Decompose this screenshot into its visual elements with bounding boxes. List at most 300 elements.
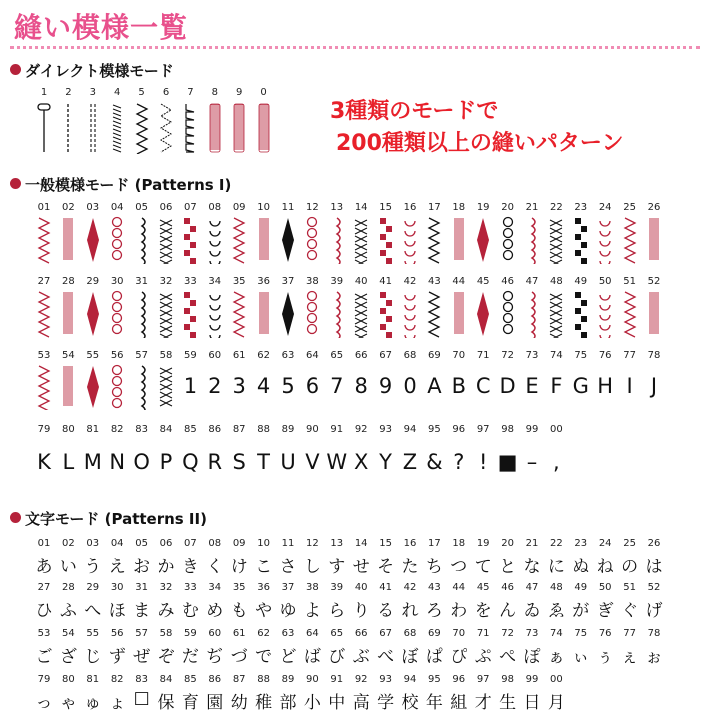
pattern-character: ぼ: [401, 647, 419, 667]
pattern-character: よ: [303, 601, 321, 621]
pattern-number: 21: [525, 538, 539, 549]
pattern-number: 40: [354, 276, 368, 287]
pattern-number: 05: [135, 538, 148, 549]
pattern-number: 61: [232, 628, 246, 639]
pattern-number: 29: [86, 582, 100, 593]
pattern-number: 14: [354, 538, 368, 549]
stitch-number: 1: [40, 87, 48, 98]
pattern-number: 86: [208, 424, 222, 435]
decorative-stitch-icon: [596, 290, 614, 338]
pattern-number: 59: [184, 350, 197, 361]
pattern-number: 26: [647, 202, 661, 213]
pattern-character: む: [181, 601, 199, 621]
bullet-icon: [10, 178, 21, 189]
pattern-number: 63: [281, 350, 295, 361]
decorative-stitch-icon: [303, 216, 321, 264]
pattern-character: そ: [377, 557, 395, 577]
pattern-number: 06: [159, 538, 173, 549]
pattern-number: 33: [184, 582, 197, 593]
pattern-number: 45: [476, 276, 490, 287]
pattern-character: ぇ: [621, 647, 639, 667]
pattern-character: げ: [645, 601, 663, 621]
decorative-stitch-icon: [279, 290, 297, 338]
pattern-character: 2: [208, 374, 222, 398]
decorative-stitch-icon: [133, 364, 151, 410]
pattern-number: 53: [37, 628, 51, 639]
direct-mode-heading: [10, 60, 174, 81]
stitch-number: 4: [114, 87, 121, 98]
decorative-stitch-icon: [230, 216, 248, 264]
pattern-number: 94: [403, 674, 417, 685]
pattern-character: W: [326, 450, 348, 474]
pattern-character: L: [62, 450, 75, 474]
pattern-number: 92: [354, 674, 368, 685]
pattern-number: 96: [452, 674, 466, 685]
promo-line-1: 3種類のモードで: [330, 99, 499, 124]
pattern-number: 53: [37, 350, 51, 361]
decorative-stitch-icon: [328, 216, 346, 264]
pattern-character: C: [475, 374, 491, 398]
pattern-character: ぱ: [425, 647, 443, 667]
decorative-stitch-icon: [255, 216, 273, 264]
pattern-number: 00: [550, 674, 563, 685]
pattern-character: &: [426, 450, 443, 474]
decorative-stitch-icon: [474, 290, 492, 338]
pattern-number: 12: [306, 202, 319, 213]
decorative-stitch-icon: [377, 290, 395, 338]
pattern-character: I: [626, 374, 633, 398]
pattern-number: 78: [647, 350, 661, 361]
pattern-number: 44: [452, 276, 466, 287]
decorative-stitch-icon: [84, 290, 102, 338]
pattern-number: 55: [86, 350, 100, 361]
decorative-stitch-icon: [547, 216, 565, 264]
stitch-number: 5: [138, 87, 145, 98]
pattern-character: ほ: [108, 601, 126, 621]
pattern-character: ぉ: [645, 647, 663, 667]
bartack-icon: [108, 102, 126, 154]
decorative-stitch-icon: [279, 216, 297, 264]
pattern-character: G: [572, 374, 589, 398]
pattern-number: 75: [574, 628, 588, 639]
pattern-number: 52: [647, 582, 661, 593]
decorative-stitch-icon: [401, 216, 419, 264]
pattern-number: 32: [159, 582, 173, 593]
pattern-character: ゅ: [84, 693, 102, 713]
pattern-number: 84: [159, 674, 173, 685]
pattern-number: 22: [550, 202, 563, 213]
pattern-number: 09: [232, 538, 246, 549]
pattern-number: 45: [476, 582, 490, 593]
pattern-character: 6: [305, 374, 320, 398]
pattern-number: 62: [257, 628, 270, 639]
decorative-stitch-icon: [450, 216, 468, 264]
pattern-number: 36: [257, 276, 270, 287]
pattern-character: ぅ: [596, 647, 614, 667]
pattern-number: 32: [159, 276, 173, 287]
pattern-character: へ: [84, 601, 102, 621]
pattern-character: ぷ: [474, 647, 492, 667]
pattern-character: 園: [206, 693, 224, 713]
pattern-number: 90: [306, 424, 319, 435]
pattern-number: 20: [501, 202, 514, 213]
pattern-number: 58: [159, 350, 173, 361]
pattern-character: ぢ: [206, 647, 224, 667]
stitch-number: 8: [211, 87, 218, 98]
pattern-number: 50: [598, 582, 612, 593]
triple-straight-icon: [84, 102, 102, 154]
pattern-number: 01: [37, 202, 51, 213]
pattern-number: 95: [428, 674, 441, 685]
pattern-number: 64: [306, 628, 319, 639]
pattern-number: 47: [525, 582, 539, 593]
pattern-character: 4: [256, 374, 271, 398]
pattern-character: O: [133, 450, 150, 474]
pattern-number: 61: [232, 350, 246, 361]
pattern-number: 05: [135, 202, 148, 213]
pattern-character: だ: [181, 647, 199, 667]
pattern-character: ま: [133, 601, 151, 621]
pattern-character: と: [499, 557, 517, 577]
decorative-stitch-icon: [572, 290, 590, 338]
pattern-number: 60: [208, 350, 222, 361]
pattern-number: 90: [306, 674, 319, 685]
pattern-character: 稚: [255, 693, 273, 713]
pattern-number: 10: [257, 538, 270, 549]
pattern-number: 96: [452, 424, 466, 435]
pattern-character: □: [133, 688, 150, 708]
pattern-number: 77: [623, 628, 636, 639]
pattern-number: 78: [647, 628, 661, 639]
pattern-number: 81: [86, 674, 100, 685]
pattern-number: 57: [135, 628, 148, 639]
pattern-character: !: [478, 450, 488, 474]
pattern-character: み: [157, 601, 175, 621]
pattern-character: Q: [182, 450, 199, 474]
pattern-number: 79: [37, 674, 51, 685]
pattern-number: 48: [550, 276, 563, 287]
pattern-number: 38: [306, 582, 319, 593]
pattern-number: 18: [452, 202, 466, 213]
pattern-number: 15: [379, 202, 392, 213]
pattern-number: 20: [501, 538, 514, 549]
pattern-character: ら: [328, 601, 346, 621]
pattern-character: ぺ: [499, 647, 517, 667]
pattern-number: 37: [281, 582, 295, 593]
pattern-number: 36: [257, 582, 270, 593]
pattern-number: 25: [623, 202, 636, 213]
pattern-character: づ: [230, 647, 248, 667]
pattern-character: も: [230, 601, 248, 621]
pattern-number: 89: [281, 424, 295, 435]
pattern-character: 保: [157, 693, 175, 713]
decorative-stitch-icon: [377, 216, 395, 264]
pattern-character: び: [328, 647, 346, 667]
bullet-icon: [10, 512, 21, 523]
pattern-number: 65: [330, 628, 344, 639]
decorative-stitch-icon: [547, 290, 565, 338]
pattern-number: 81: [86, 424, 100, 435]
pattern-number: 82: [110, 424, 124, 435]
pattern-character: け: [230, 557, 248, 577]
pattern-character: H: [597, 374, 614, 398]
pattern-number: 87: [232, 674, 246, 685]
pattern-number: 56: [110, 628, 124, 639]
pattern-number: 18: [452, 538, 466, 549]
pattern-character: B: [451, 374, 467, 398]
pattern-number: 15: [379, 538, 392, 549]
pattern-number: 80: [62, 424, 75, 435]
direct-mode-heading-text: ダイレクト模様モード: [25, 62, 174, 80]
pattern-number: 65: [330, 350, 344, 361]
decorative-stitch-icon: [303, 290, 321, 338]
pattern-number: 34: [208, 582, 222, 593]
decorative-stitch-icon: [645, 290, 663, 338]
pattern-character: J: [650, 374, 658, 398]
pattern-number: 30: [110, 582, 124, 593]
pattern-character: ぴ: [450, 647, 468, 667]
pattern-number: 27: [37, 582, 51, 593]
decorative-stitch-icon: [84, 216, 102, 264]
pattern-number: 33: [184, 276, 197, 287]
pattern-number: 70: [452, 628, 466, 639]
pattern-number: 23: [574, 538, 588, 549]
pattern-number: 50: [598, 276, 612, 287]
pattern-character: す: [328, 557, 346, 577]
pattern-number: 27: [37, 276, 51, 287]
pattern-character: ぎ: [596, 601, 614, 621]
pattern-character: ゐ: [523, 601, 541, 621]
pattern-character: 才: [474, 693, 492, 713]
pattern-number: 88: [257, 424, 270, 435]
stitch-number: 2: [65, 87, 72, 98]
decorative-stitch-icon: [523, 216, 541, 264]
decorative-stitch-icon: [157, 216, 175, 264]
decorative-stitch-icon: [401, 290, 419, 338]
pattern-number: 39: [330, 582, 344, 593]
pattern-character: A: [427, 374, 442, 398]
decorative-stitch-icon: [108, 290, 126, 338]
decorative-stitch-icon: [523, 290, 541, 338]
decorative-stitch-icon: [181, 216, 199, 264]
pattern-number: 46: [501, 582, 514, 593]
pattern-number: 87: [232, 424, 246, 435]
pattern-number: 22: [550, 538, 563, 549]
pattern-character: 幼: [230, 693, 248, 713]
pattern-number: 88: [257, 674, 270, 685]
patterns1-heading-text: 一般模様モード (Patterns I): [25, 176, 232, 194]
pattern-character: 組: [450, 693, 468, 713]
pattern-character: つ: [450, 557, 468, 577]
pattern-character: K: [37, 450, 51, 474]
pattern-character: ろ: [425, 601, 443, 621]
pattern-character: 学: [377, 693, 395, 713]
pattern-number: 66: [354, 350, 368, 361]
pattern-character: P: [159, 450, 173, 474]
decorative-stitch-icon: [108, 364, 126, 410]
pattern-number: 74: [550, 628, 563, 639]
pattern-number: 17: [428, 202, 441, 213]
pattern-character: F: [550, 374, 563, 398]
pattern-number: 02: [62, 202, 75, 213]
satin-stitch-icon: [255, 102, 273, 154]
pattern-number: 93: [379, 424, 392, 435]
decorative-stitch-icon: [59, 290, 77, 338]
pattern-number: 37: [281, 276, 295, 287]
pattern-number: 16: [403, 202, 417, 213]
pattern-character: を: [474, 601, 492, 621]
stitch-number: 7: [187, 87, 194, 98]
decorative-stitch-icon: [621, 290, 639, 338]
satin-stitch-icon: [206, 102, 224, 154]
stitch-number: 6: [162, 87, 170, 98]
pattern-number: 97: [476, 674, 490, 685]
decorative-stitch-icon: [84, 364, 102, 410]
pattern-number: 17: [428, 538, 441, 549]
pattern-number: 48: [550, 582, 563, 593]
pattern-number: 24: [598, 538, 612, 549]
pattern-number: 04: [110, 202, 124, 213]
pattern-number: 79: [37, 424, 51, 435]
stitch-number: 0: [260, 87, 267, 98]
pattern-character: 校: [401, 693, 419, 713]
pattern-character: 日: [523, 693, 541, 713]
pattern-number: 21: [525, 202, 539, 213]
pattern-character: 生: [499, 693, 517, 713]
pattern-number: 83: [135, 674, 148, 685]
decorative-stitch-icon: [181, 290, 199, 338]
pattern-character: 9: [378, 374, 393, 398]
pattern-character: こ: [255, 557, 273, 577]
pattern-number: 98: [501, 674, 514, 685]
pattern-character: ひ: [35, 601, 53, 621]
pattern-number: 54: [62, 350, 75, 361]
pattern-number: 66: [354, 628, 368, 639]
decorative-stitch-icon: [59, 216, 77, 264]
pattern-character: ぬ: [572, 557, 590, 577]
pattern-number: 41: [379, 276, 392, 287]
pattern-number: 73: [525, 350, 539, 361]
pattern-character: め: [206, 601, 224, 621]
pattern-character: ?: [453, 450, 465, 474]
pattern-character: D: [499, 374, 516, 398]
blind-hem-icon: [181, 102, 199, 154]
pattern-number: 24: [598, 202, 612, 213]
pattern-number: 84: [159, 424, 173, 435]
pattern-number: 02: [62, 538, 75, 549]
pattern-number: 55: [86, 628, 100, 639]
pattern-character: E: [525, 374, 539, 398]
pattern-number: 19: [476, 202, 490, 213]
pattern-number: 14: [354, 202, 368, 213]
pattern-character: や: [255, 601, 273, 621]
decorative-stitch-icon: [206, 290, 224, 338]
pattern-character: V: [305, 450, 320, 474]
patterns1-heading: [10, 174, 231, 195]
pattern-number: 73: [525, 628, 539, 639]
pattern-character: 3: [232, 374, 246, 398]
satin-stitch-icon: [230, 102, 248, 154]
pattern-character: ぜ: [133, 647, 151, 667]
decorative-stitch-icon: [352, 216, 370, 264]
pattern-number: 51: [623, 582, 636, 593]
pattern-number: 29: [86, 276, 100, 287]
buttonhole-icon: [35, 102, 53, 154]
pattern-number: 59: [184, 628, 197, 639]
pattern-number: 68: [403, 350, 417, 361]
pattern-character: っ: [35, 693, 53, 713]
pattern-number: 56: [110, 350, 124, 361]
pattern-character: Z: [402, 450, 418, 474]
pattern-number: 00: [550, 424, 563, 435]
decorative-stitch-icon: [108, 216, 126, 264]
pattern-character: ぐ: [621, 601, 639, 621]
pattern-character: て: [474, 557, 492, 577]
decorative-stitch-icon: [35, 290, 53, 338]
patterns2-heading-text: 文字モード (Patterns II): [25, 510, 207, 528]
pattern-character: ょ: [108, 693, 126, 713]
pattern-character: ね: [596, 557, 614, 577]
pattern-number: 95: [428, 424, 441, 435]
pattern-number: 99: [525, 424, 539, 435]
decorative-stitch-icon: [499, 290, 517, 338]
pattern-number: 77: [623, 350, 636, 361]
decorative-stitch-icon: [230, 290, 248, 338]
pattern-number: 31: [135, 582, 148, 593]
pattern-number: 03: [86, 202, 100, 213]
decorative-stitch-icon: [425, 216, 443, 264]
decorative-stitch-icon: [133, 290, 151, 338]
pattern-character: わ: [450, 601, 468, 621]
pattern-character: は: [645, 557, 663, 577]
pattern-number: 94: [403, 424, 417, 435]
pattern-character: U: [280, 450, 296, 474]
pattern-number: 92: [354, 424, 368, 435]
pattern-number: 06: [159, 202, 173, 213]
pattern-character: S: [232, 450, 246, 474]
pattern-character: ぃ: [572, 647, 590, 667]
pattern-character: ぽ: [523, 647, 541, 667]
pattern-character: か: [157, 557, 175, 577]
pattern-number: 91: [330, 674, 344, 685]
pattern-number: 49: [574, 276, 588, 287]
pattern-character: Y: [379, 450, 393, 474]
pattern-number: 54: [62, 628, 75, 639]
pattern-number: 69: [428, 628, 441, 639]
pattern-number: 31: [135, 276, 148, 287]
stitch-number: 3: [89, 87, 96, 98]
pattern-number: 07: [184, 202, 197, 213]
pattern-character: じ: [84, 647, 102, 667]
pattern-character: 育: [181, 693, 199, 713]
pattern-number: 30: [110, 276, 124, 287]
pattern-number: 91: [330, 424, 344, 435]
decorative-stitch-icon: [425, 290, 443, 338]
stitch-number: 9: [236, 87, 243, 98]
pattern-number: 43: [428, 276, 441, 287]
pattern-number: 67: [379, 350, 392, 361]
promo-line-2: 200種類以上の縫いパターン: [336, 131, 624, 156]
patterns2-heading: [10, 508, 207, 529]
pattern-number: 70: [452, 350, 466, 361]
pattern-character: ず: [108, 647, 126, 667]
pattern-number: 89: [281, 674, 295, 685]
pattern-character: べ: [377, 647, 395, 667]
pattern-character: る: [377, 601, 395, 621]
pattern-character: さ: [279, 557, 297, 577]
pattern-number: 07: [184, 538, 197, 549]
pattern-character: X: [353, 450, 369, 474]
